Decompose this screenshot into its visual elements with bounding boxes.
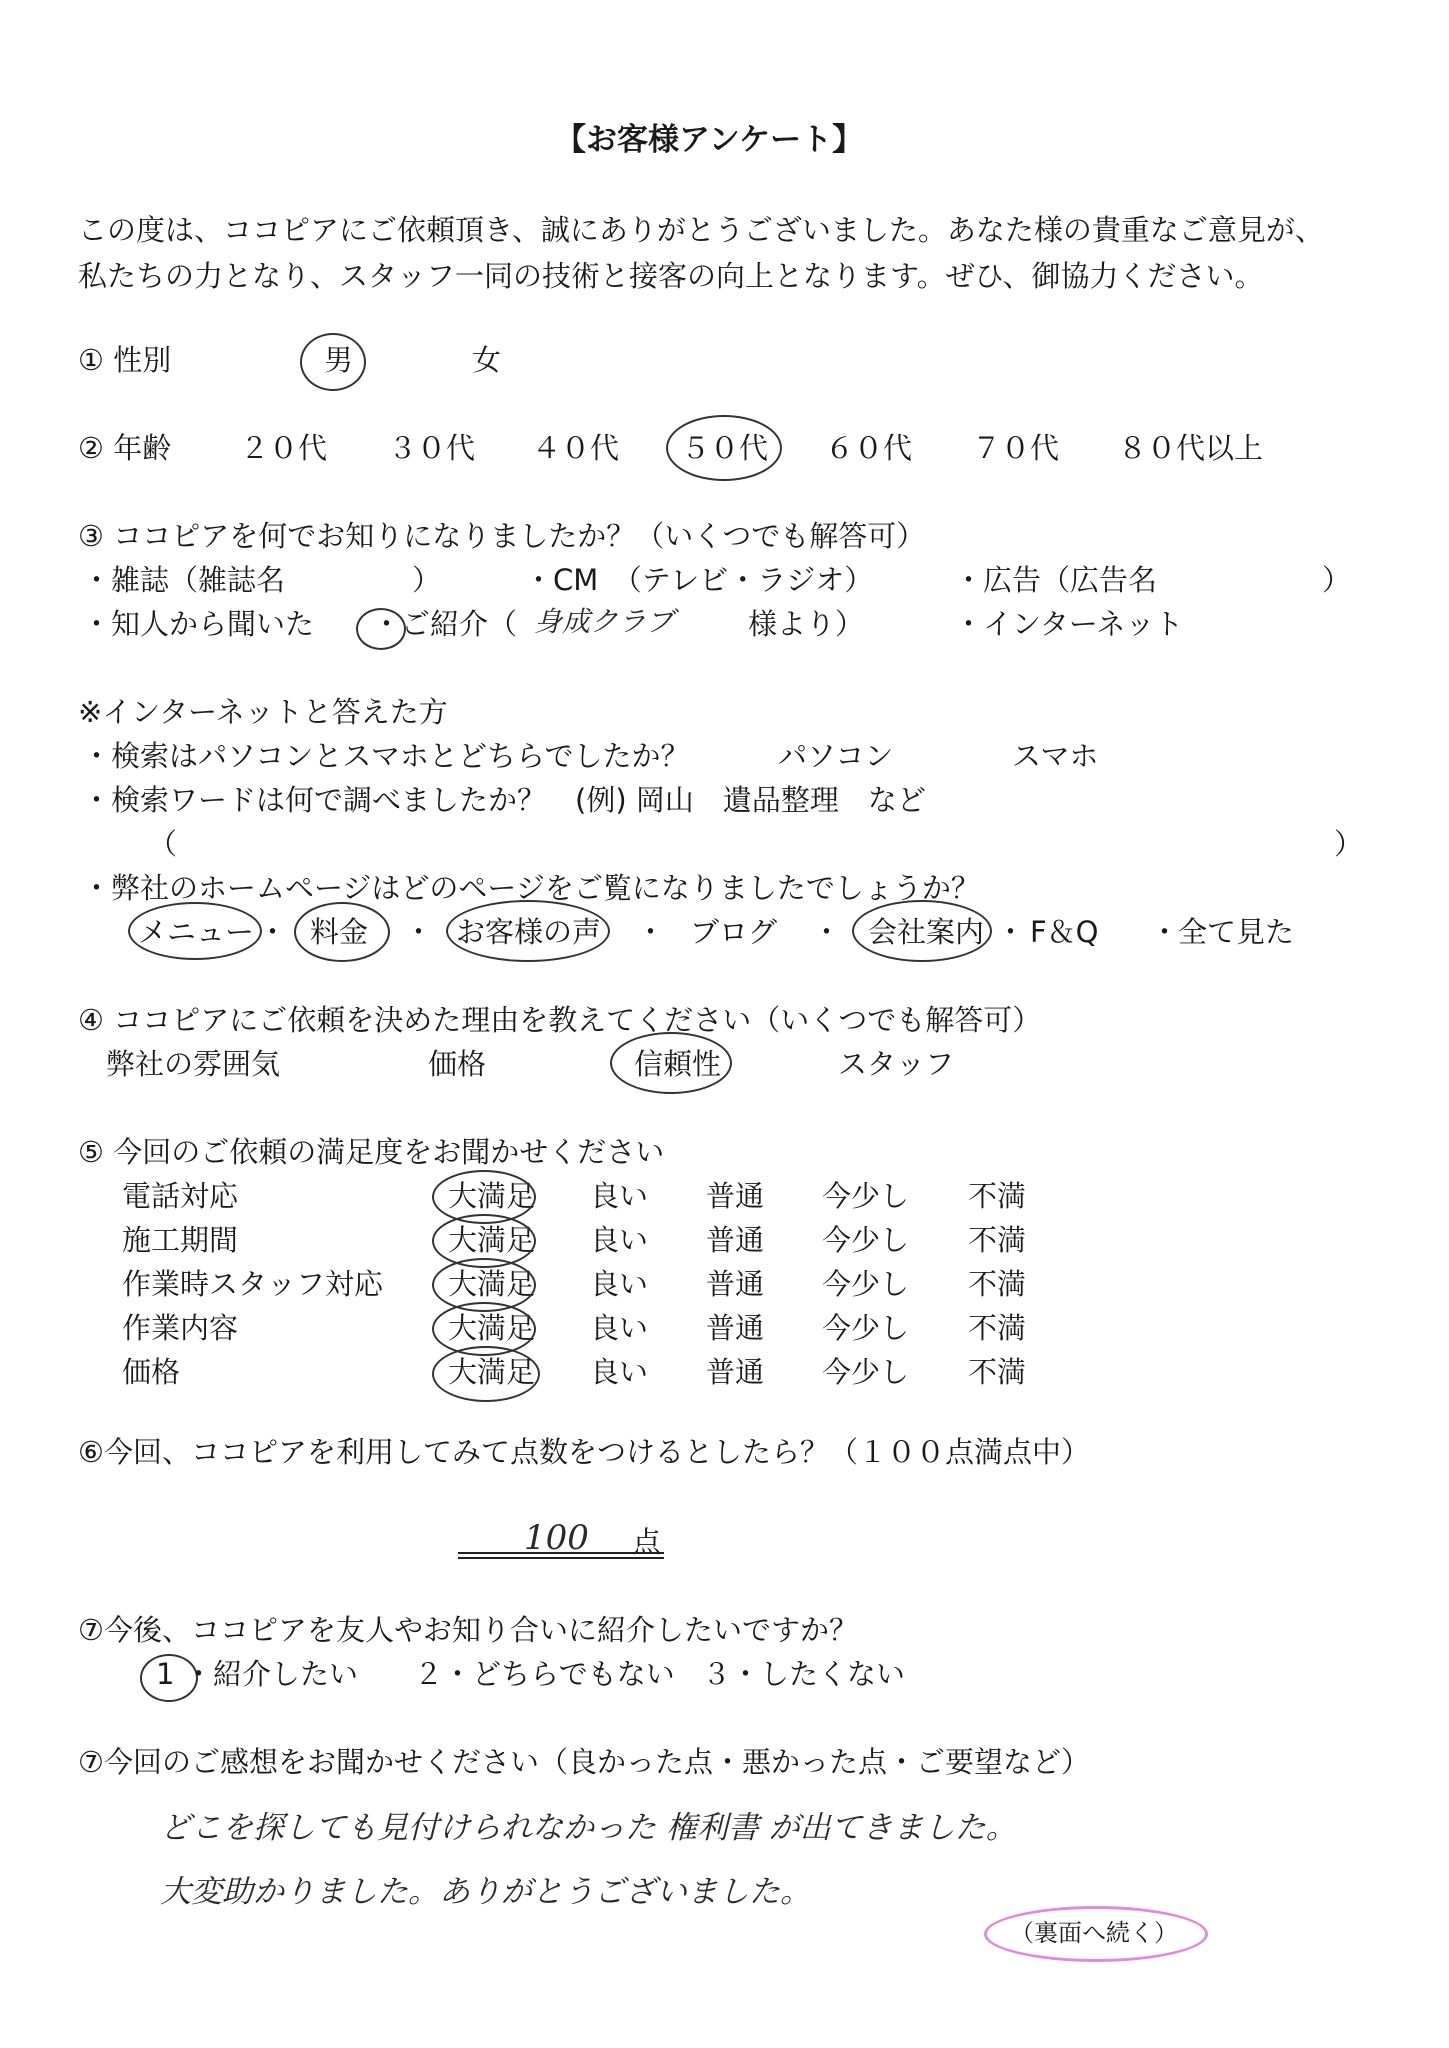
q7-option-1-label[interactable]: ・紹介したい [184, 1657, 359, 1691]
q5-row-scale-1[interactable]: 大満足 [448, 1267, 536, 1301]
page-dot-2: ・ [404, 915, 434, 949]
q5-row-scale-5[interactable]: 不満 [968, 1311, 1027, 1345]
q5-row-scale-3[interactable]: 普通 [706, 1267, 765, 1301]
q2-label: ② 年齢 [78, 431, 172, 465]
intro-line-2: 私たちの力となり、スタッフ一同の技術と接客の向上となります。ぜひ、御協力ください。 [78, 259, 1264, 293]
page-company-circle [852, 900, 992, 962]
keyword-close-paren: ） [1334, 827, 1364, 861]
q4-label: ④ ココピアにご依頼を決めた理由を教えてください（いくつでも解答可） [78, 1003, 1042, 1037]
q2-option-80s-plus[interactable]: ８０代以上 [1118, 431, 1264, 465]
q5-row-scale-2[interactable]: 良い [590, 1179, 649, 1213]
q3-option-ad[interactable]: ・広告（広告名 [954, 563, 1158, 597]
q8-answer-line-2: 大変助かりました。ありがとうございました。 [160, 1874, 811, 1910]
page-dot-3: ・ [636, 915, 666, 949]
q5-row-item: 価格 [122, 1355, 181, 1389]
page-option-blog[interactable]: ブログ [690, 915, 778, 949]
q5-row-item: 電話対応 [122, 1179, 239, 1213]
q2-selected-circle [666, 415, 782, 481]
q3-referral-name: 身成クラブ [534, 605, 675, 638]
q5-row-scale-4[interactable]: 今少し [822, 1267, 910, 1301]
q5-row-scale-3[interactable]: 普通 [706, 1311, 765, 1345]
q5-row-item: 作業内容 [122, 1311, 239, 1345]
page-title: 【お客様アンケート】 [555, 122, 864, 158]
continue-note: （裏面へ続く） [1010, 1919, 1178, 1947]
page-menu-circle [128, 902, 262, 960]
q5-row-scale-4[interactable]: 今少し [822, 1223, 910, 1257]
q6-label: ⑥今回、ココピアを利用してみて点数をつけるとしたら？（１００点満点中） [78, 1435, 1090, 1469]
page-price-circle [294, 902, 390, 962]
q5-row-scale-1[interactable]: 大満足 [448, 1311, 536, 1345]
q5-row-scale-4[interactable]: 今少し [822, 1355, 910, 1389]
q2-option-30s[interactable]: ３０代 [388, 431, 476, 465]
q3-option-cm[interactable]: ・CM （テレビ・ラジオ） [524, 563, 874, 597]
q5-row-scale-5[interactable]: 不満 [968, 1223, 1027, 1257]
page-option-company[interactable]: 会社案内 [868, 915, 985, 949]
q4-selected-circle [610, 1032, 732, 1094]
q4-option-staff[interactable]: スタッフ [838, 1047, 955, 1081]
internet-heading: ※インターネットと答えた方 [78, 695, 448, 729]
page-dot-1: ・ [258, 915, 288, 949]
q5-row-scale-3[interactable]: 普通 [706, 1179, 765, 1213]
q3-option-magazine[interactable]: ・雑誌（雑誌名 [82, 563, 286, 597]
q7-option-1-number[interactable]: 1 [156, 1657, 175, 1691]
q3-option-internet[interactable]: ・インターネット [954, 607, 1184, 641]
q3-ad-close: ） [1322, 563, 1352, 597]
q1-label: ① 性別 [78, 343, 172, 377]
page-option-menu[interactable]: メニュー [138, 915, 255, 949]
q7-option-2[interactable]: ２・どちらでもない [414, 1657, 675, 1691]
q7-label: ⑦今後、ココピアを友人やお知り合いに紹介したいですか？ [78, 1613, 858, 1647]
q5-row-selected-circle [432, 1346, 540, 1402]
q5-row-scale-5[interactable]: 不満 [968, 1355, 1027, 1389]
q3-option-friend[interactable]: ・知人から聞いた [82, 607, 315, 641]
q5-row-scale-3[interactable]: 普通 [706, 1223, 765, 1257]
page-option-voice[interactable]: お客様の声 [456, 915, 602, 949]
q2-option-70s[interactable]: ７０代 [972, 431, 1060, 465]
page-option-all[interactable]: 全て見た [1178, 915, 1295, 949]
q5-row-scale-1[interactable]: 大満足 [448, 1223, 536, 1257]
q2-option-60s[interactable]: ６０代 [825, 431, 913, 465]
q4-option-atmosphere[interactable]: 弊社の雰囲気 [106, 1047, 281, 1081]
q6-score: 100 [524, 1518, 589, 1558]
q5-row-scale-2[interactable]: 良い [590, 1223, 649, 1257]
page-dot-5: ・ [996, 915, 1026, 949]
page-option-price[interactable]: 料金 [310, 915, 369, 949]
q8-answer-line-1: どこを探しても見付けられなかった 権利書 が出てきました。 [160, 1810, 1017, 1846]
q1-option-female[interactable]: 女 [472, 343, 502, 377]
q5-row-scale-1[interactable]: 大満足 [448, 1179, 536, 1213]
device-option-smartphone[interactable]: スマホ [1012, 739, 1099, 773]
device-option-pc[interactable]: パソコン [778, 739, 894, 773]
q5-row-scale-1[interactable]: 大満足 [448, 1355, 536, 1389]
q7-option-3[interactable]: ３・したくない [702, 1657, 906, 1691]
q1-selected-circle [300, 333, 366, 391]
q3-referral-suffix: 様より） [748, 607, 865, 641]
q6-score-underline-2 [458, 1557, 664, 1559]
search-device-question: ・検索はパソコンとスマホとどちらでしたか？ [82, 739, 690, 773]
q5-row-scale-5[interactable]: 不満 [968, 1267, 1027, 1301]
page-dot-6: ・ [1150, 915, 1180, 949]
q6-unit: 点 [632, 1525, 662, 1559]
keyword-open-paren: （ [148, 827, 178, 861]
page-option-faq[interactable]: F＆Q [1030, 915, 1099, 949]
q3-option-referral[interactable]: ・ご紹介（ [372, 607, 518, 641]
q5-row-scale-4[interactable]: 今少し [822, 1311, 910, 1345]
q5-row-item: 施工期間 [122, 1223, 239, 1257]
q5-row-scale-2[interactable]: 良い [590, 1267, 649, 1301]
q5-row-item: 作業時スタッフ対応 [122, 1267, 384, 1301]
q2-option-20s[interactable]: ２０代 [240, 431, 328, 465]
q4-option-price[interactable]: 価格 [428, 1047, 487, 1081]
q4-option-trust[interactable]: 信頼性 [634, 1047, 722, 1081]
page-voice-circle [446, 900, 610, 962]
q6-score-underline [458, 1552, 664, 1554]
page-dot-4: ・ [812, 915, 842, 949]
keyword-question: ・検索ワードは何で調べましたか？ (例) 岡山 遺品整理 など [82, 783, 926, 817]
q5-label: ⑤ 今回のご依頼の満足度をお聞かせください [78, 1135, 665, 1169]
q2-option-50s[interactable]: ５０代 [681, 431, 769, 465]
q5-row-scale-4[interactable]: 今少し [822, 1179, 910, 1213]
q8-label: ⑦今回のご感想をお聞かせください（良かった点・悪かった点・ご要望など） [78, 1745, 1090, 1779]
q1-option-male[interactable]: 男 [324, 343, 354, 377]
intro-line-1: この度は、ココピアにご依頼頂き、誠にありがとうございました。あなた様の貴重なご意見が、 [78, 213, 1324, 247]
q3-label: ③ ココピアを何でお知りになりましたか？（いくつでも解答可） [78, 519, 926, 553]
q5-row-scale-2[interactable]: 良い [590, 1355, 649, 1389]
q3-selected-circle [356, 608, 406, 650]
q5-row-scale-5[interactable]: 不満 [968, 1179, 1027, 1213]
pages-question: ・弊社のホームページはどのページをご覧になりましたでしょうか？ [82, 871, 980, 905]
q5-row-scale-3[interactable]: 普通 [706, 1355, 765, 1389]
q2-option-40s[interactable]: ４０代 [532, 431, 620, 465]
continue-note-circle [984, 1906, 1208, 1962]
q3-magazine-close: ） [412, 563, 442, 597]
q5-row-scale-2[interactable]: 良い [590, 1311, 649, 1345]
